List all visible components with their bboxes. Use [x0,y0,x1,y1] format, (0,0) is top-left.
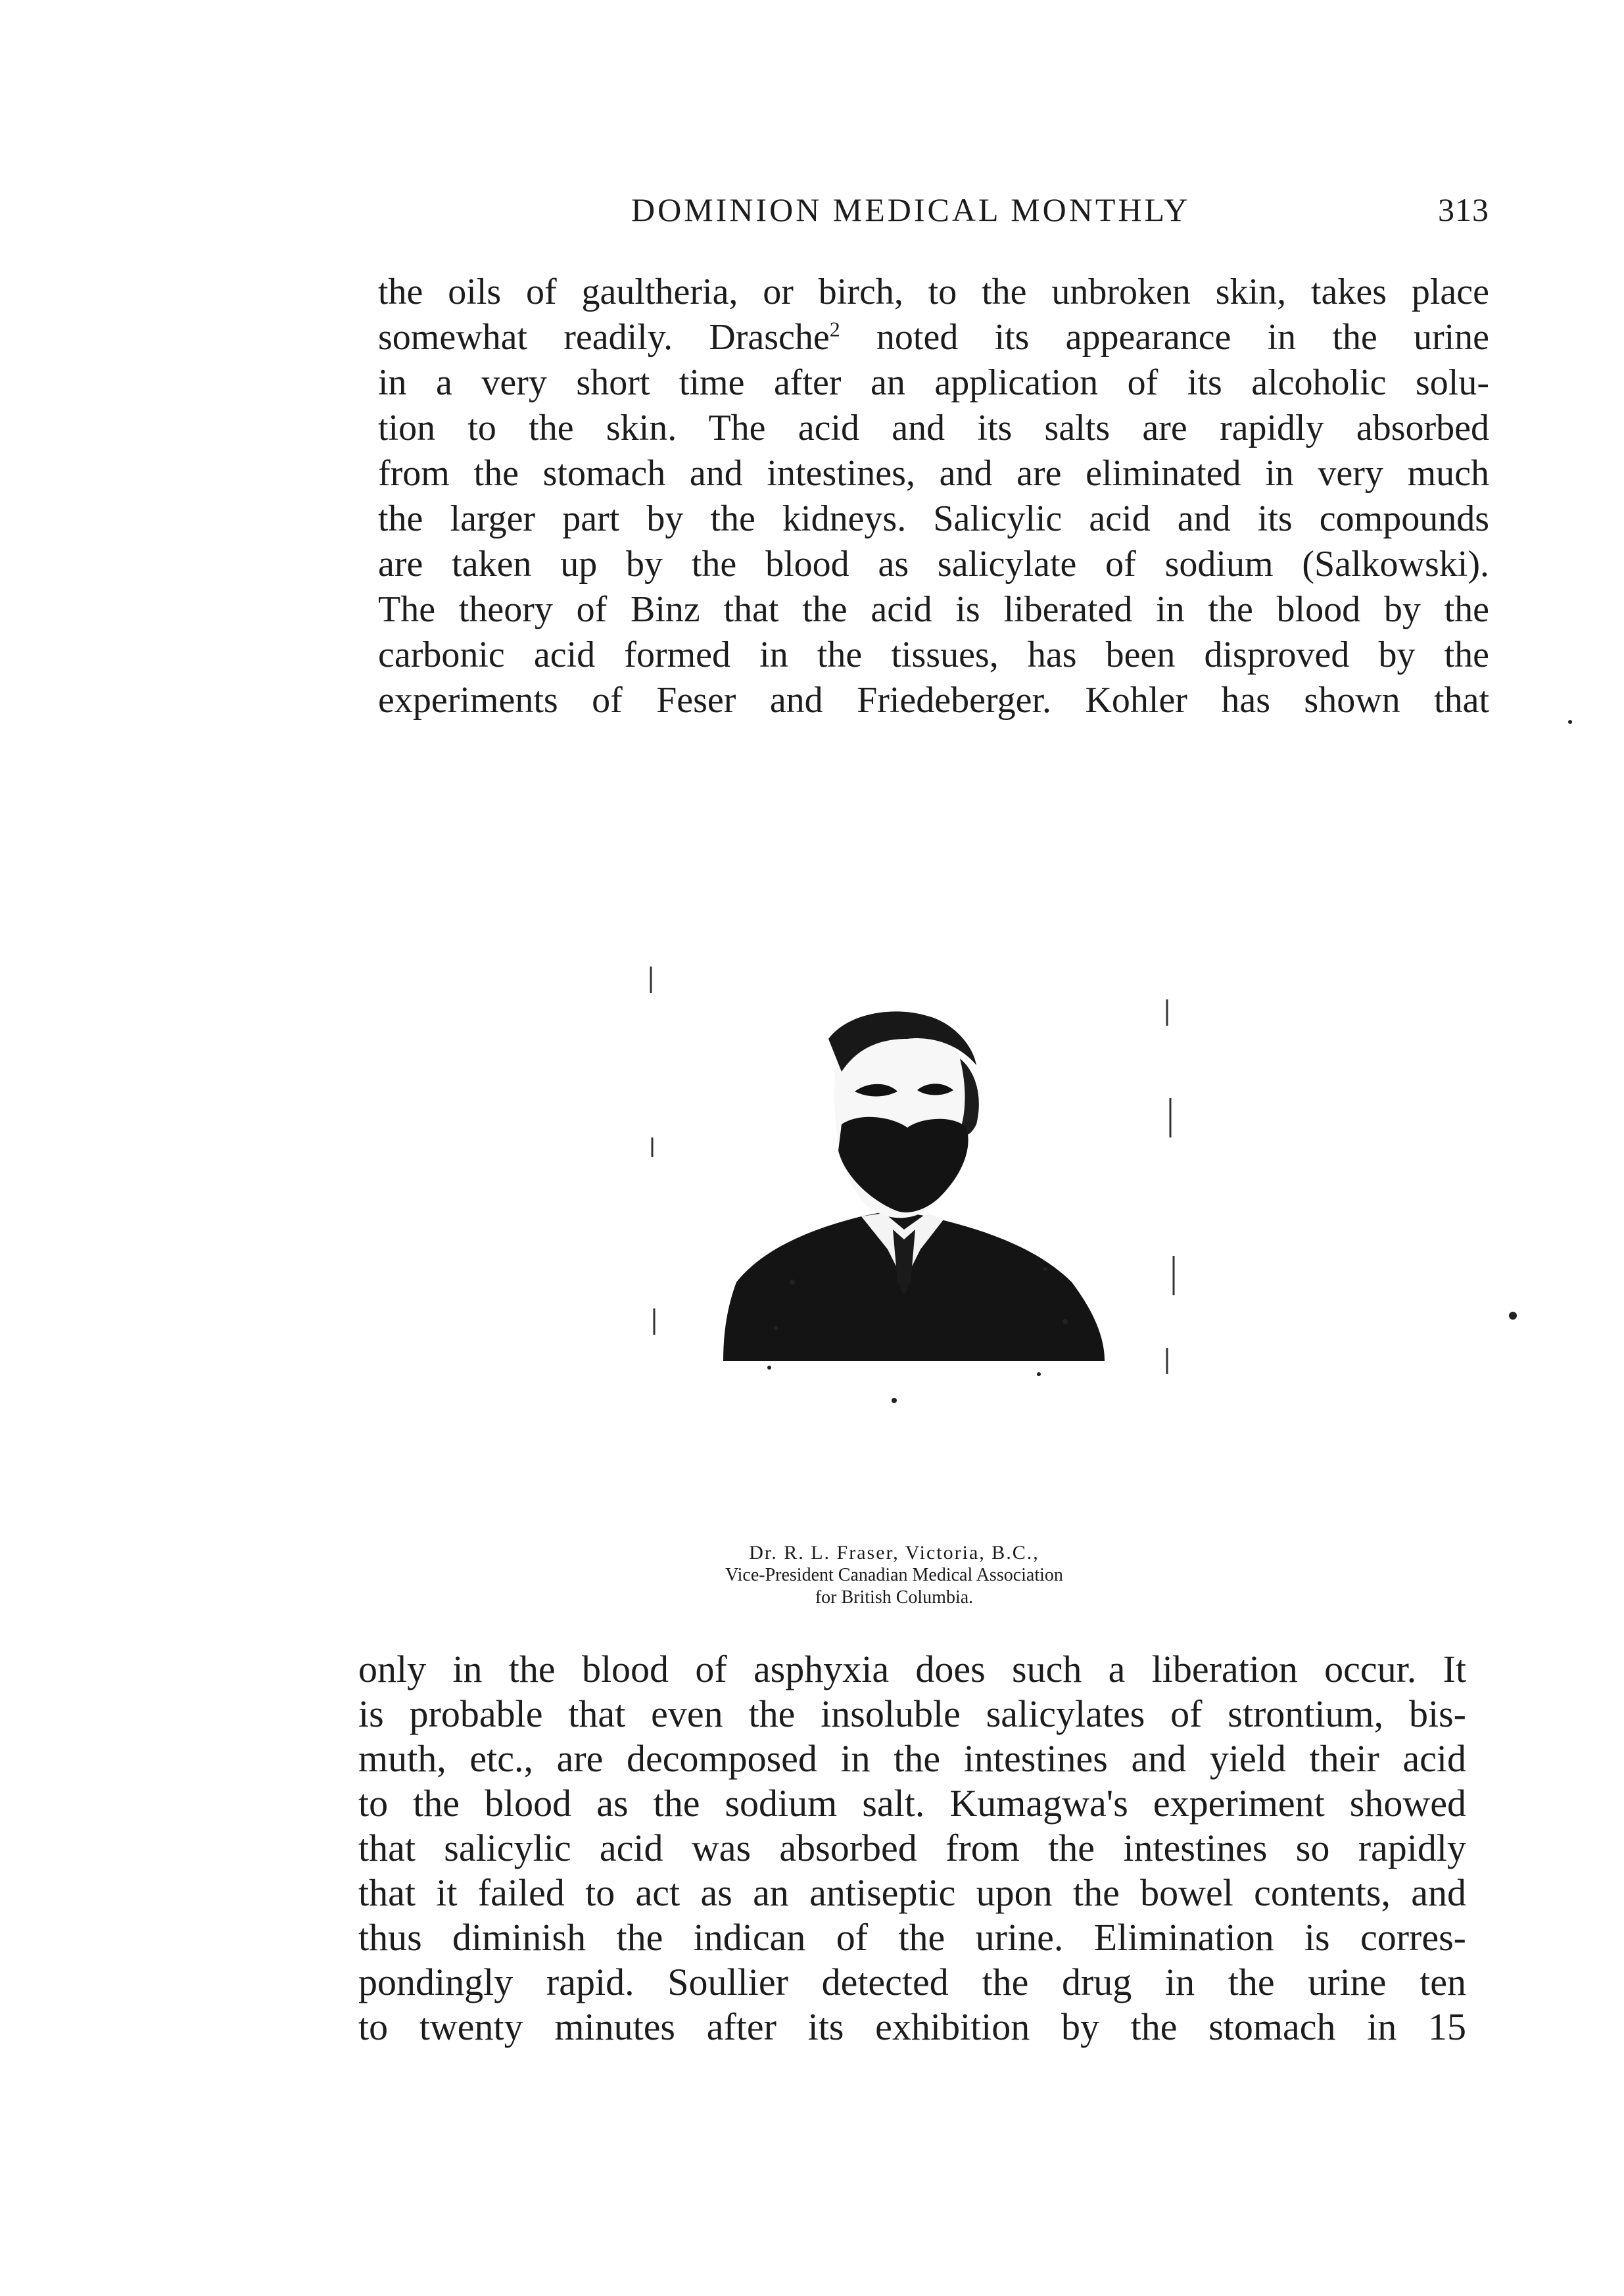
bottom-paragraph [358,1647,1466,2049]
text-line: thus diminish the indican of the urine. Elimination is corres- [358,1916,1466,1959]
text-line: that it failed to act as an antiseptic upon the bowel contents, and [358,1871,1466,1914]
figure-caption [611,1542,1177,1609]
text-line: only in the blood of asphyxia does such a liberation occur. It [358,1648,1466,1690]
margin-speck [1568,720,1572,724]
text-line: muth, etc., are decomposed in the intestines and yield their acid [358,1737,1466,1780]
caption-role: Vice-President Canadian Medical Association [725,1565,1063,1585]
text-line: in a very short time after an application of its alcoholic solu- [378,362,1489,403]
running-head: DOMINION MEDICAL MONTHLY [631,191,1191,228]
text-line: are taken up by the blood as salicylate of sodium (Salkowski). [378,544,1489,585]
caption-name: Dr. R. L. Fraser, Victoria, B.C., [749,1542,1039,1564]
caption-province: for British Columbia. [815,1587,974,1608]
page-header [378,191,1489,243]
text-line: that salicylic acid was absorbed from the intestines so rapidly [358,1827,1466,1869]
text-line: is probable that even the insoluble salicylates of strontium, bis- [358,1692,1466,1735]
text-line: carbonic acid formed in the tissues, has been disproved by the [378,634,1489,675]
margin-speck [1509,1312,1517,1320]
text-line: from the stomach and intestines, and are eliminated in very much [378,453,1489,494]
text-line: The theory of Binz that the acid is liberated in the blood by the [378,589,1489,630]
text-line-with-footnote [378,315,1489,360]
text-line: experiments of Feser and Friedeberger. Kohler has shown that [378,680,1489,721]
page-number: 313 [1438,191,1489,228]
text-fragment: noted its appearance in the urine [840,317,1489,358]
text-line: the larger part by the kidneys. Salicylic acid and its compounds [378,498,1489,539]
beard [838,1117,968,1212]
text-line: pondingly rapid. Soullier detected the drug in the urine ten [358,1961,1466,2003]
text-line: tion to the skin. The acid and its salts are rapidly absorbed [378,408,1489,448]
text-line: to the blood as the sodium salt. Kumagwa's experiment showed [358,1782,1466,1825]
footnote-marker: 2 [829,317,840,341]
text-line: to twenty minutes after its exhibition by the stomach in 15 [358,2005,1466,2048]
text-fragment: somewhat readily. Drasche [378,317,830,358]
text-line: the oils of gaultheria, or birch, to the unbroken skin, takes place [378,272,1489,312]
portrait-photo [644,940,1177,1414]
top-paragraph [378,270,1489,723]
